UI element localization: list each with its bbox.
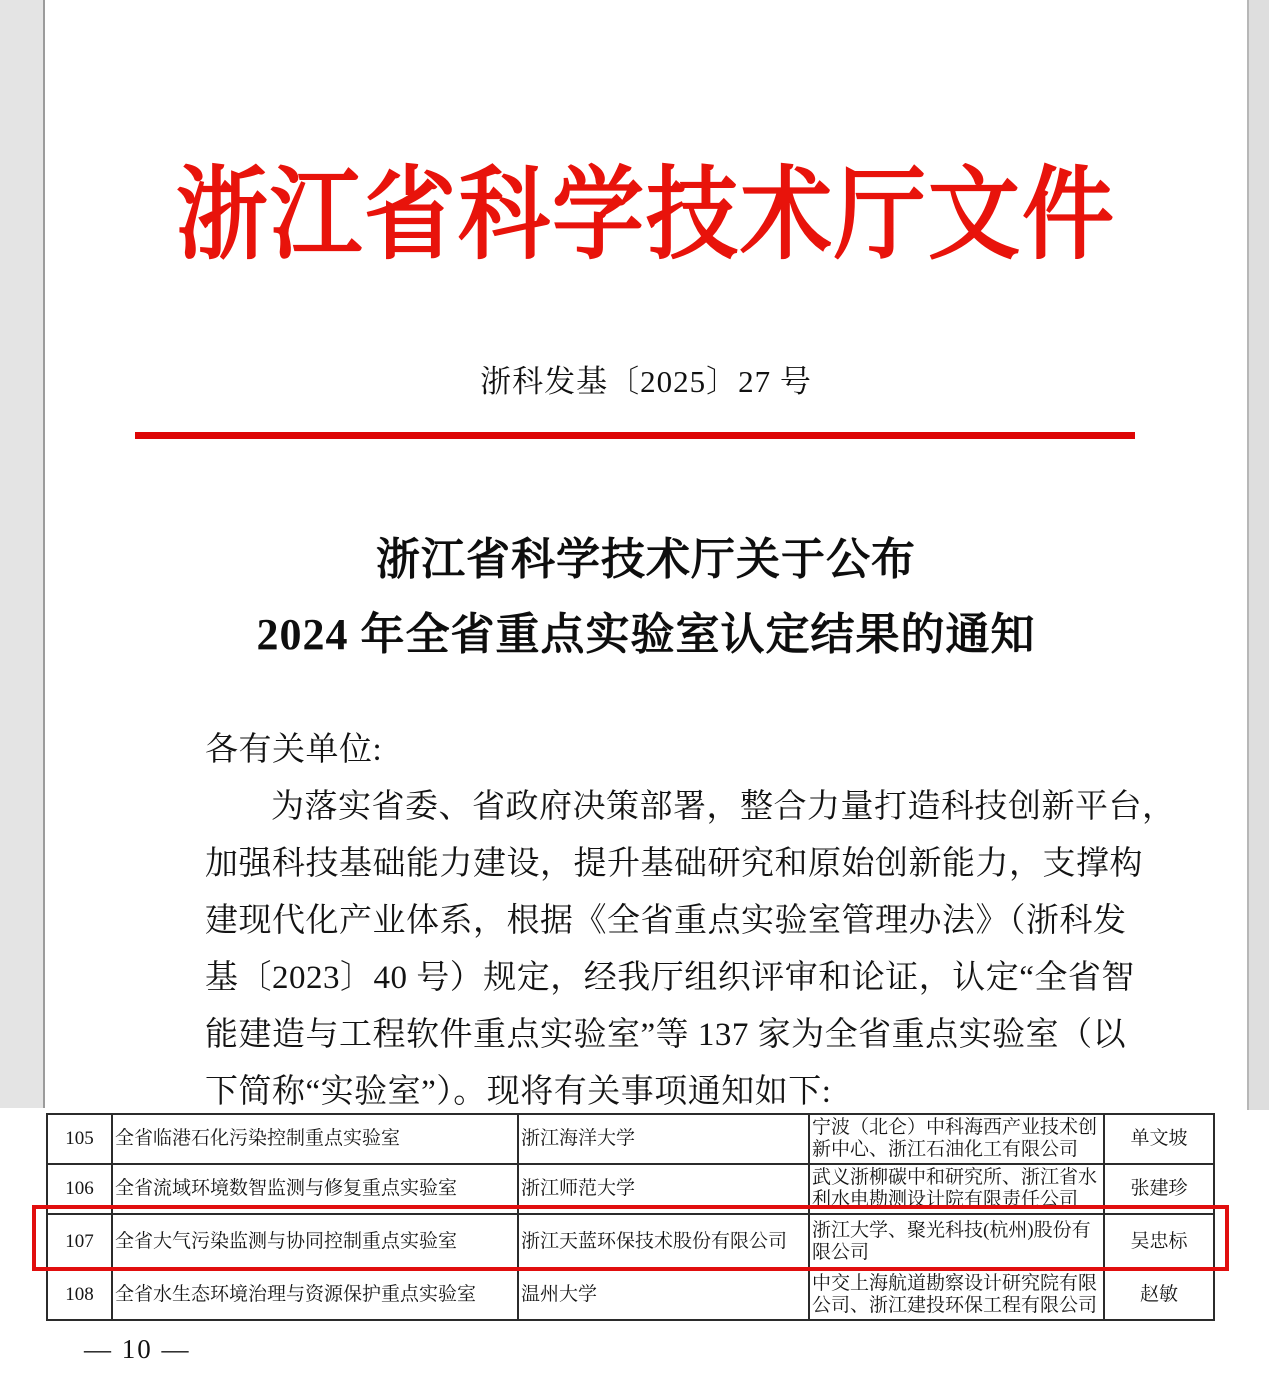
- cell-director: 张建珍: [1104, 1164, 1214, 1214]
- body-paragraph: [205, 779, 1176, 1121]
- scan-right-margin: [1247, 0, 1269, 1110]
- cell-partner: 武义浙柳碳中和研究所、浙江省水利水电勘测设计院有限责任公司: [809, 1164, 1104, 1214]
- page-number: — 10 —: [84, 1334, 191, 1364]
- cell-lab: 全省流域环境数智监测与修复重点实验室: [112, 1164, 518, 1214]
- body-line: 加强科技基础能力建设，提升基础研究和原始创新能力，支撑构: [205, 846, 1143, 882]
- notice-body: [205, 722, 1176, 1121]
- salutation: 各有关单位:: [205, 732, 383, 768]
- notice-title-line-2: 2024 年全省重点实验室认定结果的通知: [256, 610, 1036, 659]
- cell-director: 吴忠标: [1104, 1214, 1214, 1270]
- cell-no: 105: [47, 1114, 112, 1164]
- cell-director: 单文坡: [1104, 1114, 1214, 1164]
- cell-director: 赵敏: [1104, 1270, 1214, 1320]
- cell-partner: 浙江大学、聚光科技(杭州)股份有限公司: [809, 1214, 1104, 1270]
- table-row: [47, 1114, 1214, 1164]
- cell-no: 107: [47, 1214, 112, 1270]
- body-line: 能建造与工程软件重点实验室”等 137 家为全省重点实验室（以: [205, 1017, 1127, 1053]
- table-row-highlighted: [47, 1214, 1214, 1270]
- body-line: 为落实省委、省政府决策部署，整合力量打造科技创新平台，: [271, 789, 1176, 825]
- cell-lead: 浙江天蓝环保技术股份有限公司: [518, 1214, 809, 1270]
- agency-letterhead-title: 浙江省科学技术厅文件: [175, 159, 1116, 272]
- cell-lead: 温州大学: [518, 1270, 809, 1320]
- cell-partner: 宁波（北仑）中科海西产业技术创新中心、浙江石油化工有限公司: [809, 1114, 1104, 1164]
- table-row: [47, 1164, 1214, 1214]
- scan-left-margin: [0, 0, 45, 1108]
- notice-title: [44, 522, 1248, 672]
- cell-lead: 浙江师范大学: [518, 1164, 809, 1214]
- cell-lab: 全省大气污染监测与协同控制重点实验室: [112, 1214, 518, 1270]
- notice-title-line-1: 浙江省科学技术厅关于公布: [376, 535, 916, 584]
- body-line: 下简称“实验室”）。现将有关事项通知如下:: [205, 1074, 832, 1110]
- body-line: 基〔2023〕40 号）规定，经我厅组织评审和论证，认定“全省智: [205, 960, 1135, 996]
- cell-lead: 浙江海洋大学: [518, 1114, 809, 1164]
- lab-accreditation-table: [46, 1113, 1215, 1321]
- cell-partner: 中交上海航道勘察设计研究院有限公司、浙江建投环保工程有限公司: [809, 1270, 1104, 1320]
- body-line: 建现代化产业体系，根据《全省重点实验室管理办法》（浙科发: [205, 903, 1127, 939]
- cell-lab: 全省水生态环境治理与资源保护重点实验室: [112, 1270, 518, 1320]
- cell-no: 106: [47, 1164, 112, 1214]
- cell-no: 108: [47, 1270, 112, 1320]
- table-row: [47, 1270, 1214, 1320]
- red-divider-line: [135, 432, 1135, 439]
- document-number: 浙科发基〔2025〕27 号: [480, 364, 812, 399]
- cell-lab: 全省临港石化污染控制重点实验室: [112, 1114, 518, 1164]
